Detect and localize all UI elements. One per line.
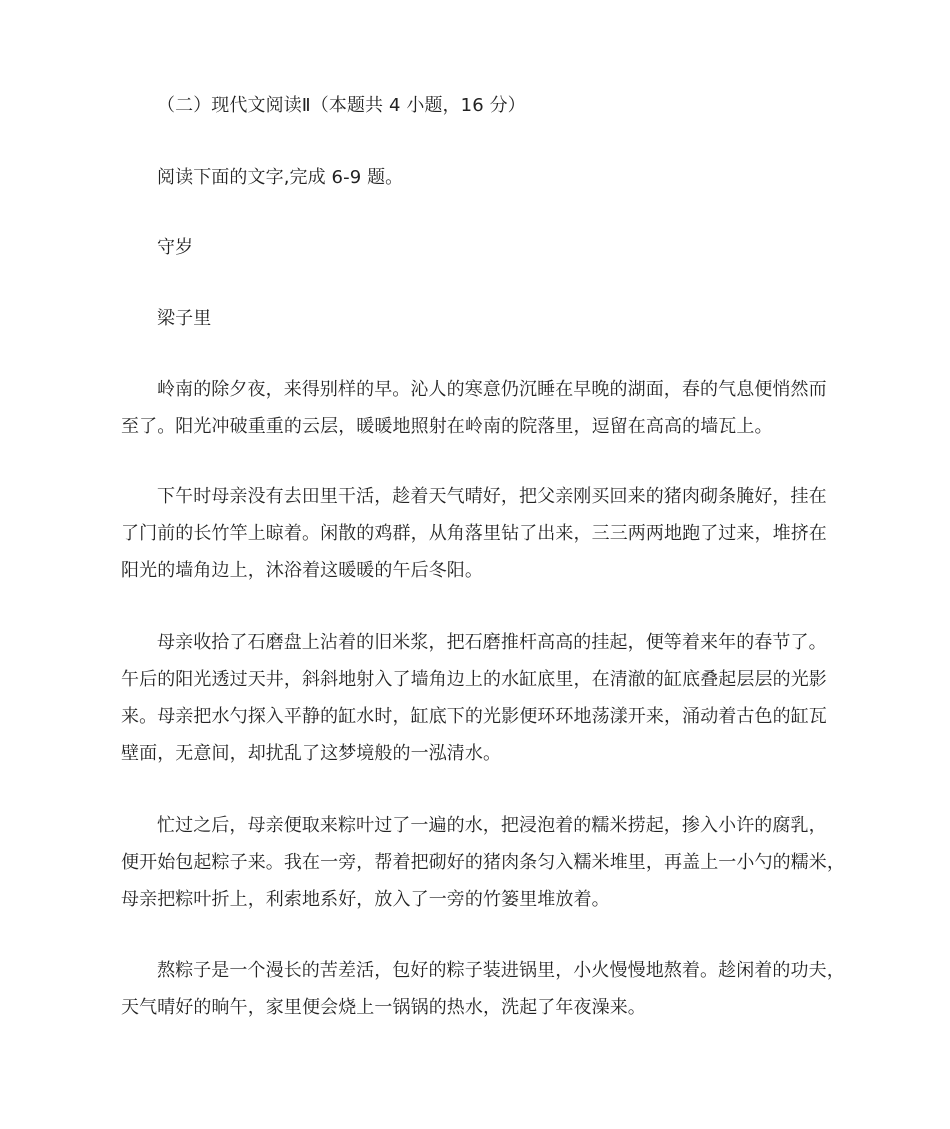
instruction-text: 阅读下面的文字,完成 6-9 题。: [157, 167, 404, 188]
paragraph-1: [121, 371, 831, 445]
paragraph-line: 来。母亲把水勺探入平静的缸水时，缸底下的光影便环环地荡漾开来，涌动着古色的缸瓦: [121, 706, 827, 727]
article-title: 守岁: [157, 237, 194, 258]
paragraph-line: 忙过之后，母亲便取来粽叶过了一遍的水，把浸泡着的糯米捞起，掺入小许的腐乳，: [157, 815, 827, 836]
paragraph-5: [121, 952, 845, 1026]
paragraph-line: 了门前的长竹竿上晾着。闲散的鸡群，从角落里钻了出来，三三两两地跑了过来，堆挤在: [121, 523, 827, 544]
paragraph-line: 壁面，无意间，却扰乱了这梦境般的一泓清水。: [121, 743, 502, 764]
paragraph-line: 天气晴好的晌午，家里便会烧上一锅锅的热水，洗起了年夜澡来。: [121, 997, 646, 1018]
paragraph-line: 阳光的墙角边上，沐浴着这暖暖的午后冬阳。: [121, 560, 483, 581]
paragraph-line: 熬粽子是一个漫长的苦差活，包好的粽子装进锅里，小火慢慢地熬着。趁闲着的功夫，: [157, 960, 845, 981]
paragraph-4: [121, 807, 845, 918]
section-title: （二）现代文阅读Ⅱ（本题共 4 小题，16 分）: [157, 95, 526, 116]
paragraph-line: 岭南的除夕夜，来得别样的早。沁人的寒意仍沉睡在早晚的湖面，春的气息便悄然而: [157, 379, 827, 400]
paragraph-3: [121, 624, 831, 772]
paragraph-line: 午后的阳光透过天井，斜斜地射入了墙角边上的水缸底里，在清澈的缸底叠起层层的光影: [121, 669, 827, 690]
paragraph-line: 下午时母亲没有去田里干活，趁着天气晴好，把父亲刚买回来的猪肉砌条腌好，挂在: [157, 486, 827, 507]
paragraph-line: 至了。阳光冲破重重的云层，暖暖地照射在岭南的院落里，逗留在高高的墙瓦上。: [121, 416, 773, 437]
paragraph-line: 母亲把粽叶折上，利索地系好，放入了一旁的竹篓里堆放着。: [121, 889, 610, 910]
author-name: 梁子里: [157, 308, 212, 329]
paragraph-2: [121, 478, 831, 589]
paragraph-line: 便开始包起粽子来。我在一旁，帮着把砌好的猪肉条匀入糯米堆里，再盖上一小勺的糯米，: [121, 852, 845, 873]
paragraph-line: 母亲收拾了石磨盘上沾着的旧米浆，把石磨推杆高高的挂起，便等着来年的春节了。: [157, 632, 827, 653]
